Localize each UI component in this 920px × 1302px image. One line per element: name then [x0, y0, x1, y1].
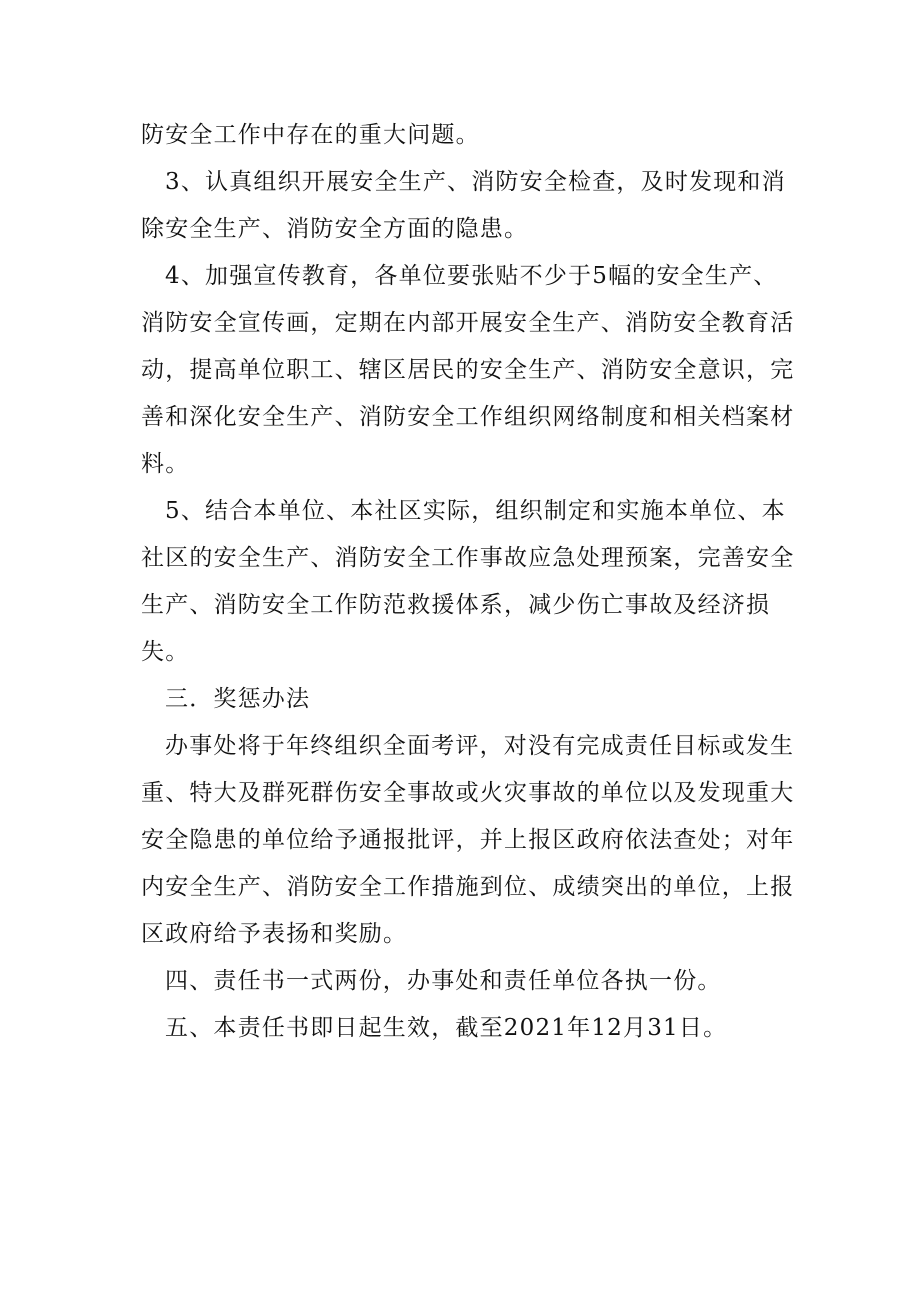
paragraph-rewards-body: 办事处将于年终组织全面考评，对没有完成责任目标或发生重、特大及群死群伤安全事故或火灾事故的单位以及发现重大安全隐患的单位给予通报批评，并上报区政府依法查处；对年内安全生产、消防安全工作措施到位、成绩突出的单位，上报区政府给予表扬和奖励。 — [141, 733, 795, 947]
paragraph-effective-date: 五、本责任书即日起生效，截至2021年12月31日。 — [165, 1015, 728, 1041]
section-heading-rewards: 三．奖惩办法 — [165, 686, 311, 712]
paragraph-continuation: 防安全工作中存在的重大问题。 — [141, 122, 480, 148]
document-body — [141, 112, 801, 1052]
paragraph-item-4: 4、加强宣传教育，各单位要张贴不少于5幅的安全生产、消防安全宣传画，定期在内部开展安全生产、消防安全教育活动，提高单位职工、辖区居民的安全生产、消防安全意识，完善和深化安全生产、消防安全工作组织网络制度和相关档案材料。 — [141, 263, 795, 477]
paragraph-item-5: 5、结合本单位、本社区实际，组织制定和实施本单位、本社区的安全生产、消防安全工作事故应急处理预案，完善安全生产、消防安全工作防范救援体系，减少伤亡事故及经济损失。 — [141, 498, 795, 665]
paragraph-copies: 四、责任书一式两份，办事处和责任单位各执一份。 — [165, 968, 722, 994]
paragraph-item-3: 3、认真组织开展安全生产、消防安全检查，及时发现和消除安全生产、消防安全方面的隐患。 — [141, 169, 786, 242]
